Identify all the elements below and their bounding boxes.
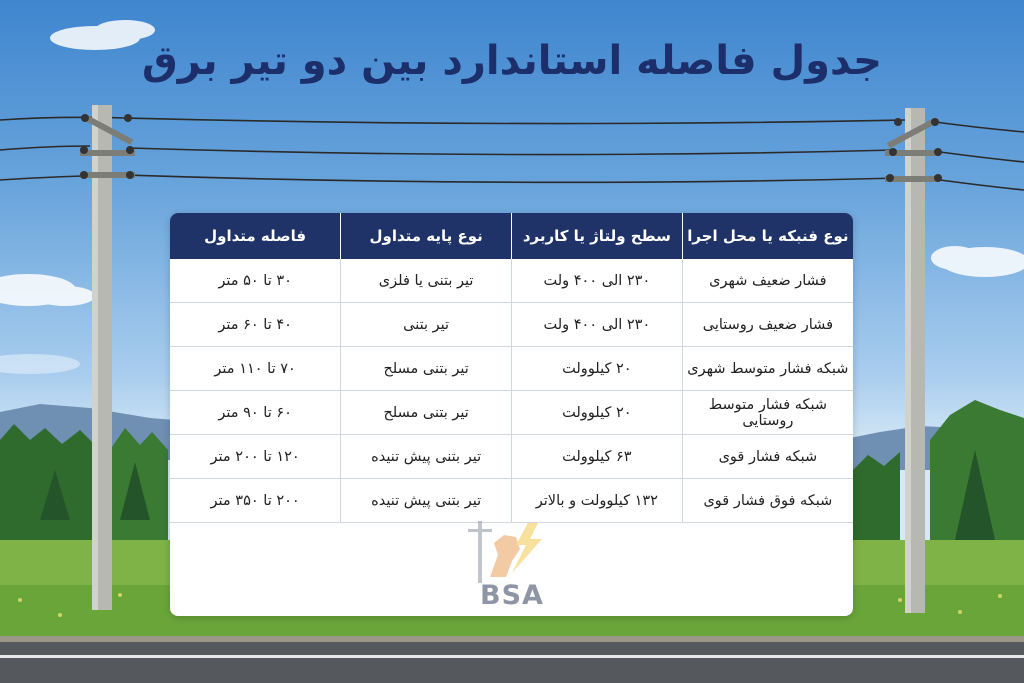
cell-network-type: شبکه فوق فشار قوی	[682, 479, 853, 523]
cell-pole-type: تیر بتنی پیش تنیده	[341, 479, 512, 523]
page-title: جدول فاصله استاندارد بین دو تیر برق	[142, 38, 882, 84]
cell-pole-type: تیر بتنی پیش تنیده	[341, 435, 512, 479]
column-header-network-type: نوع فنبکه یا محل اجرا	[682, 213, 853, 259]
distance-table	[170, 213, 853, 523]
cell-distance: ۷۰ تا ۱۱۰ متر	[170, 347, 341, 391]
cell-voltage: ۲۰ کیلوولت	[512, 391, 683, 435]
cell-distance: ۴۰ تا ۶۰ متر	[170, 303, 341, 347]
cell-network-type: فشار ضعیف روستایی	[682, 303, 853, 347]
cell-voltage: ۲۳۰ الی ۴۰۰ ولت	[512, 303, 683, 347]
cell-voltage: ۲۳۰ الی ۴۰۰ ولت	[512, 259, 683, 303]
cell-distance: ۱۲۰ تا ۲۰۰ متر	[170, 435, 341, 479]
cell-distance: ۳۰ تا ۵۰ متر	[170, 259, 341, 303]
cell-voltage: ۱۳۲ کیلوولت و بالاتر	[512, 479, 683, 523]
cell-network-type: شبکه فشار متوسط روستایی	[682, 391, 853, 435]
cell-network-type: فشار ضعیف شهری	[682, 259, 853, 303]
power-lines	[0, 117, 1024, 190]
column-header-distance: فاصله متداول	[170, 213, 341, 259]
watermark-text: BSA	[480, 580, 544, 611]
cell-network-type: شبکه فشار قوی	[682, 435, 853, 479]
column-header-voltage: سطح ولتاژ یا کاربرد	[512, 213, 683, 259]
fist-lightning-icon	[458, 515, 566, 587]
trees-left	[0, 424, 168, 548]
road	[0, 640, 1024, 683]
table-row	[170, 391, 853, 435]
cell-voltage: ۲۰ کیلوولت	[512, 347, 683, 391]
cell-pole-type: تیر بتنی	[341, 303, 512, 347]
table-row	[170, 303, 853, 347]
cell-voltage: ۶۳ کیلوولت	[512, 435, 683, 479]
cell-pole-type: تیر بتنی مسلح	[341, 391, 512, 435]
cell-pole-type: تیر بتنی یا فلزی	[341, 259, 512, 303]
table-row	[170, 435, 853, 479]
cell-distance: ۶۰ تا ۹۰ متر	[170, 391, 341, 435]
bsa-watermark-logo	[458, 515, 566, 611]
table-row	[170, 347, 853, 391]
distance-table-card	[170, 213, 853, 616]
column-header-pole-type: نوع پایه متداول	[341, 213, 512, 259]
cell-pole-type: تیر بتنی مسلح	[341, 347, 512, 391]
table-row	[170, 259, 853, 303]
table-header-row	[170, 213, 853, 259]
trees-right	[853, 400, 1024, 548]
cell-network-type: شبکه فشار متوسط شهری	[682, 347, 853, 391]
cell-distance: ۲۰۰ تا ۳۵۰ متر	[170, 479, 341, 523]
